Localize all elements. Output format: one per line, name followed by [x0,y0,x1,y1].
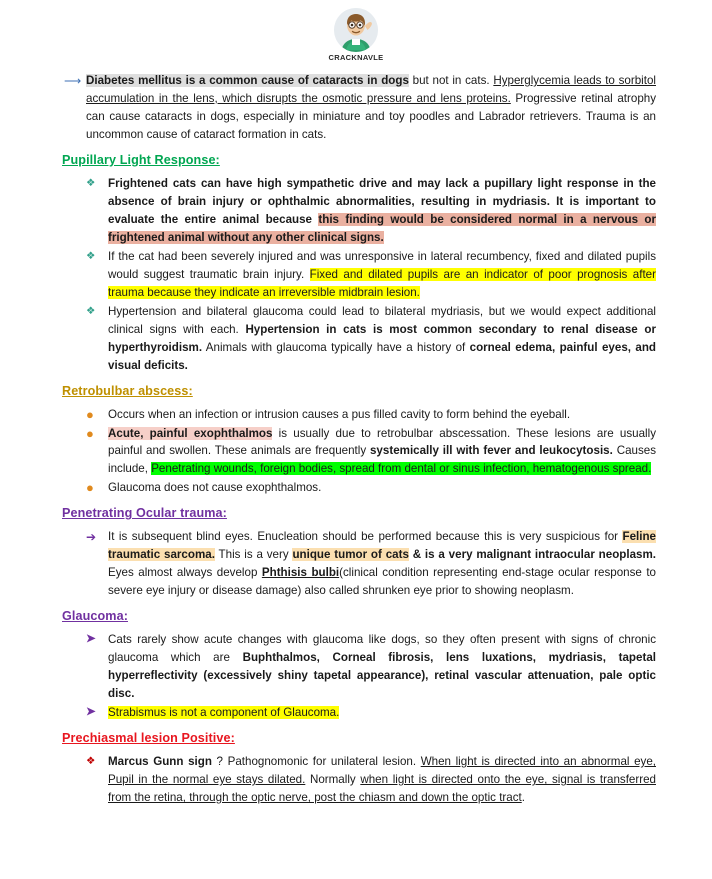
text-run-3: Normally [305,773,361,787]
section-penetrating-ocular-trauma [62,506,656,600]
text-run-0: If the cat had been severely injured and was unresponsive in lateral recumbency, fixed and dilated pupils would suggest traumatic brain injury. [108,249,656,281]
list-item [62,72,656,144]
list-item-text [108,425,656,479]
list-item-text [108,753,656,807]
list-item [84,406,656,424]
list-item-text [108,479,656,497]
text-run-7: (clinical condition representing end-stage ocular response to severe eye injury or disease damage) also called shrunken eye prior to showing neoplasm. [108,566,656,598]
text-run-0: Marcus Gunn sign [108,755,212,769]
text-run-1: ? Pathognomonic for unilateral lesion. [211,755,421,769]
diamond-bullet-icon: ❖ [86,249,96,262]
section-heading-prechiasmal-lesion-positive: Prechiasmal lesion Positive: [62,731,235,746]
section-glaucoma [62,609,656,722]
list-item [84,303,656,375]
section-pupillary-light-response [62,153,656,375]
text-run-2: This is a very [214,548,293,562]
brand-name: CRACKNAVLE [328,53,384,62]
intro-block [62,72,656,144]
text-run-3: Causes include, [108,444,657,476]
intro-text [86,72,656,144]
section-list-pupillary-light-response [62,175,656,375]
text-run-1: Feline traumatic sarcoma. [108,530,656,562]
list-item [84,704,656,722]
list-item [84,528,656,600]
text-run-1: Buphthalmos, Corneal fibrosis, lens luxations, mydriasis, tapetal hyperreflectivity (excessively shiny tapetal appearance), retinal vascular attenuation, pale optic disc. [108,651,656,701]
dot-bullet-icon: ● [86,425,94,441]
list-item-text [108,303,656,375]
list-item-text [108,528,656,600]
section-heading-retrobulbar-abscess: Retrobulbar abscess: [62,383,193,398]
document-body [0,62,712,807]
text-run-2: systemically ill with fever and leukocytosis. [369,444,613,458]
text-run-3: corneal edema, painful eyes, and visual deficits. [108,340,656,372]
brand-logo-area [0,0,712,62]
section-heading-pupillary-light-response: Pupillary Light Response: [62,152,220,167]
text-run-0: Diabetes mellitus is a common cause of cataracts in dogs [86,74,409,87]
list-item [84,753,656,807]
list-item-text [108,175,656,247]
list-item-text [108,631,656,703]
text-run-0: Acute, painful exophthalmos [108,426,273,440]
text-run-2: Animals with glaucoma typically have a history of [202,340,470,354]
text-run-4: & is a very malignant intraocular neoplasm. [408,548,656,562]
text-run-0: Occurs when an infection or intrusion causes a pus filled cavity to form behind the eyeball. [108,407,571,421]
list-item-text [108,248,656,302]
text-run-5: Eyes almost always develop [108,566,262,580]
brand-logo [320,8,392,62]
text-run-1: is usually due to retrobulbar abscessation. These lesions are usually painful and swollen. These animals are frequently [108,426,656,458]
arrow-bullet-icon: ⟶ [64,74,82,88]
section-list-retrobulbar-abscess [62,406,656,498]
text-run-0: Strabismus is not a component of Glaucoma. [108,706,340,720]
text-run-0: Hypertension and bilateral glaucoma could lead to bilateral mydriasis, but we would expect additional clinical signs with each. [108,304,656,336]
text-run-4: when light is directed onto the eye, signal is transferred from the retina, through the optic nerve, post the chiasm and down the optic tract [108,773,656,805]
section-list-glaucoma [62,631,656,722]
text-run-0: Frightened cats can have high sympathetic drive and may lack a pupillary light response in the absence of brain injury or ophthalmic abnormalities, resulting in mydriasis. It is important to evaluate the entire animal because [108,176,656,226]
section-list-penetrating-ocular-trauma [62,528,656,600]
list-item [84,425,656,479]
section-retrobulbar-abscess [62,384,656,498]
text-run-1: this finding would be considered normal in a nervous or frightened animal without any other clinical signs. [108,212,656,244]
text-run-4: Penetrating wounds, foreign bodies, spread from dental or sinus infection, hematogenous spread. [151,462,652,476]
chevron-bullet-icon: ➤ [86,706,96,719]
text-run-0: It is subsequent blind eyes. Enucleation should be performed because this is very suspicious for [108,530,623,544]
text-run-2: When light is directed into an abnormal eye, Pupil in the normal eye stays dilated. [108,755,656,787]
text-run-6: Phthisis bulbi [261,566,340,580]
list-item [84,631,656,703]
text-run-3: unique tumor of cats [292,548,409,562]
sections-container [62,153,656,807]
diamond-bullet-icon: ❖ [86,176,96,189]
list-item-text [108,406,656,424]
text-run-1: Hypertension in cats is most common secondary to renal disease or hyperthyroidism. [108,322,656,354]
section-heading-penetrating-ocular-trauma: Penetrating Ocular trauma: [62,506,227,521]
section-list-prechiasmal-lesion-positive [62,753,656,807]
diamond-bullet-icon: ❖ [86,755,96,768]
text-run-3: Progressive retinal atrophy can cause cataracts in dogs, especially in miniature and toy poodles and Labrador retrievers. Trauma is an uncommon cause of cataract formation in cats. [86,91,657,141]
list-item [84,479,656,497]
text-run-0: Cats rarely show acute changes with glaucoma like dogs, so they often present with signs of chronic glaucoma which are [108,633,656,665]
diamond-bullet-icon: ❖ [86,304,96,317]
chevron-bullet-icon: ➤ [86,633,96,646]
list-item [84,175,656,247]
list-item-text [108,704,656,722]
text-run-1: Fixed and dilated pupils are an indicator of poor prognosis after trauma because they indicate an irreversible midbrain lesion. [108,267,656,299]
text-run-5: . [521,791,525,805]
text-run-0: Glaucoma does not cause exophthalmos. [108,481,322,495]
text-run-1: but not in cats. [408,74,494,87]
doctor-avatar-icon [334,8,378,52]
section-prechiasmal-lesion-positive [62,731,656,807]
list-item [84,248,656,302]
section-heading-glaucoma: Glaucoma: [62,609,128,624]
dot-bullet-icon: ● [86,480,94,496]
arrow-bullet-icon: ➔ [86,530,97,545]
text-run-2: Hyperglycemia leads to sorbitol accumulation in the lens, which disrupts the osmotic pressure and lens proteins. [86,74,656,105]
dot-bullet-icon: ● [86,406,94,422]
